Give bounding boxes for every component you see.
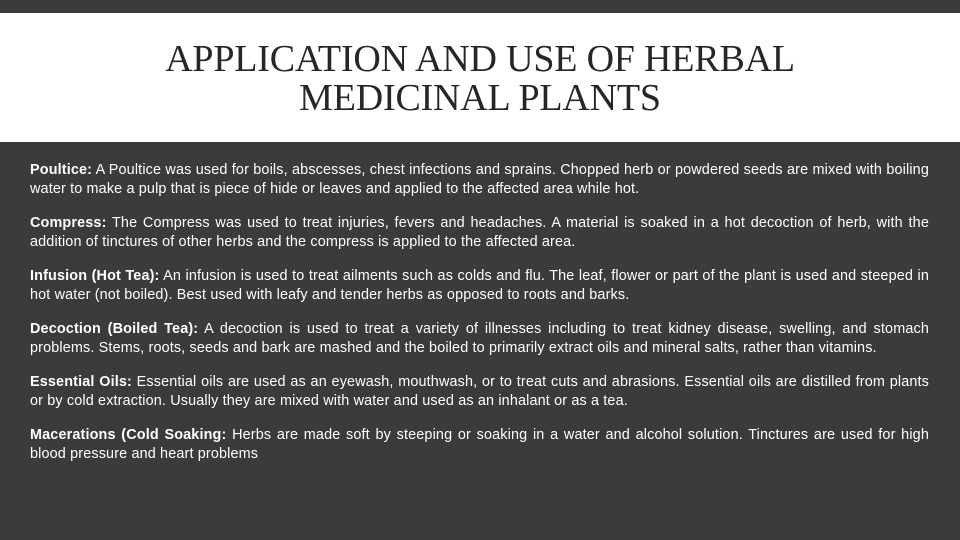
item-compress xyxy=(30,214,929,252)
item-decoction xyxy=(30,320,929,358)
slide-body xyxy=(30,161,929,479)
item-macerations xyxy=(30,426,929,464)
item-infusion xyxy=(30,267,929,305)
term-label: Essential Oils: xyxy=(30,374,132,390)
top-dark-band xyxy=(0,0,960,13)
item-essential-oils xyxy=(30,373,929,411)
item-text: The Compress was used to treat injuries, fevers and headaches. A material is soaked in a hot decoction of herb, with the addition of tinctures of other herbs and the compress is applied to the affected area. xyxy=(30,215,929,250)
term-label: Macerations (Cold Soaking: xyxy=(30,427,227,443)
term-label: Decoction (Boiled Tea): xyxy=(30,321,199,337)
item-text: A decoction is used to treat a variety of illnesses including to treat kidney disease, swelling, and stomach problems. Stems, roots, seeds and bark are mashed and the boiled to primarily extract oils and mineral salts, rather than vitamins. xyxy=(30,321,929,356)
item-text: An infusion is used to treat ailments such as colds and flu. The leaf, flower or part of the plant is used and steeped in hot water (not boiled). Best used with leafy and tender herbs as opposed to roots and barks. xyxy=(30,268,929,303)
item-text: Essential oils are used as an eyewash, mouthwash, or to treat cuts and abrasions. Essential oils are distilled from plants or by cold extraction. Usually they are mixed with water and used as an inhalant or as a tea. xyxy=(30,374,929,409)
term-label: Compress: xyxy=(30,215,107,231)
item-text: A Poultice was used for boils, abscesses, chest infections and sprains. Chopped herb or powdered seeds are mixed with boiling water to make a pulp that is piece of hide or leaves and applied to the affected area while hot. xyxy=(30,162,929,197)
title-band xyxy=(0,13,960,142)
item-poultice xyxy=(30,161,929,199)
item-text: Herbs are made soft by steeping or soaking in a water and alcohol solution. Tinctures are used for high blood pressure and heart problems xyxy=(30,427,929,462)
slide-title: APPLICATION AND USE OF HERBAL MEDICINAL PLANTS xyxy=(165,37,795,119)
term-label: Infusion (Hot Tea): xyxy=(30,268,160,284)
term-label: Poultice: xyxy=(30,162,93,178)
